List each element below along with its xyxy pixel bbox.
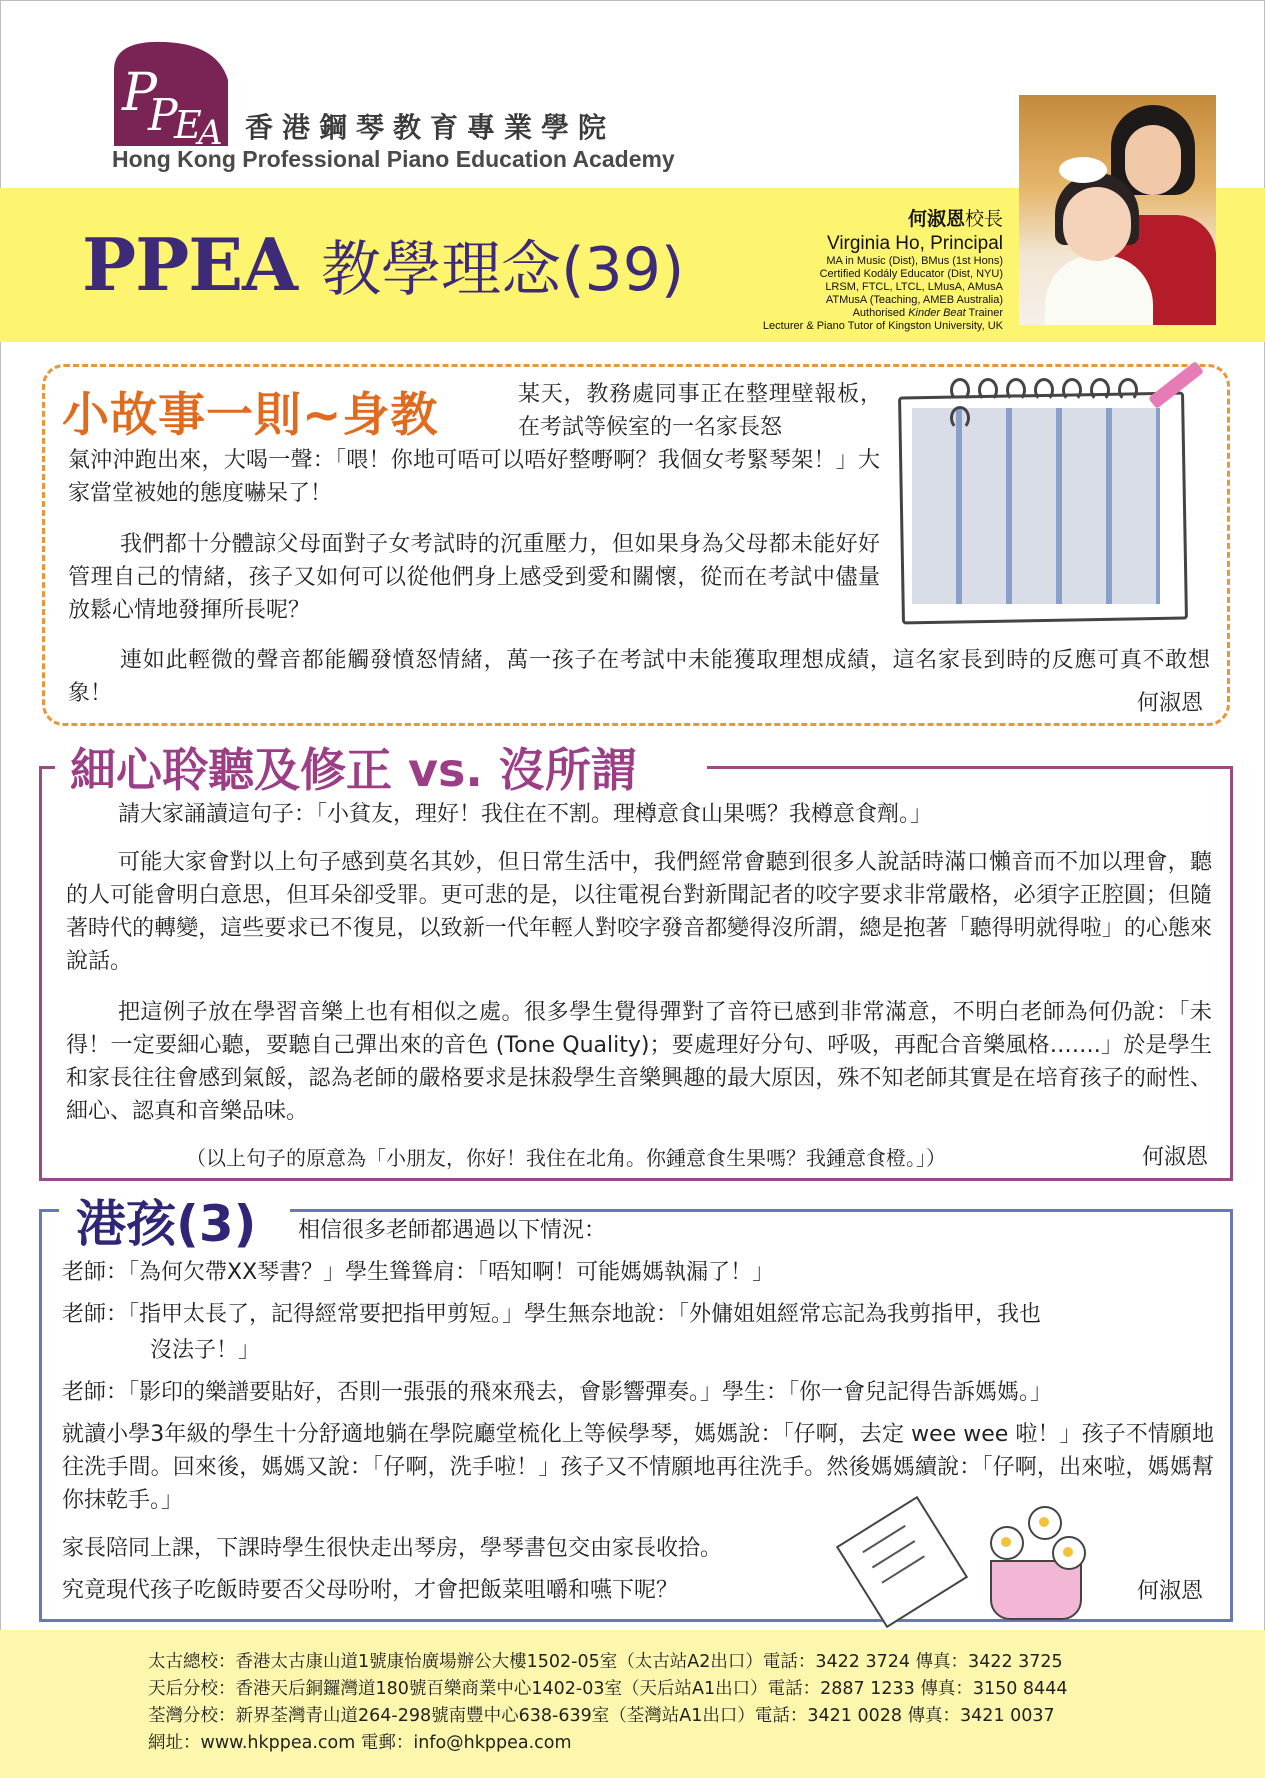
photo-figure (1063, 187, 1131, 261)
section2-paragraph-2: 可能大家會對以上句子感到莫名其妙，但日常生活中，我們經常會聽到很多人說話時滿口懶音而不加以理會，聽的人可能會明白意思，但耳朵卻受罪。更可悲的是，以往電視台對新聞記者的咬字要求非常嚴格，必須字正腔圓；但隨著時代的轉變，這些要求已不復見，以致新一代年輕人對咬字發音都變得沒所謂，總是抱著「聽得明就得啦」的心態來說話。 (66, 850, 1212, 974)
notice-board-image (912, 408, 1160, 604)
title-issue: (39) (561, 235, 685, 305)
credential-5-prefix: Authorised (852, 307, 909, 319)
section3-line-5: 家長陪同上課，下課時學生很快走出琴房，學琴書包交由家長收拾。 (62, 1536, 723, 1561)
section3-border-left (39, 1209, 59, 1212)
section2-border-right (707, 766, 1230, 769)
section1-paragraph-3: 連如此輕微的聲音都能觸發憤怒情緒，萬一孩子在考試中未能獲取理想成績，這名家長到時的反應可真不敢想象！ (68, 648, 1210, 706)
logo-english-name: Hong Kong Professional Piano Education Academy (112, 146, 675, 172)
doodle-illustration (838, 1500, 1098, 1618)
photo-figure (1125, 125, 1181, 195)
section3-line-1: 老師：「為何欠帶XX琴書？」學生聳聳肩：「唔知啊！可能媽媽執漏了！」 (62, 1260, 775, 1285)
section2-paragraph-1: 請大家誦讀這句子：「小貧友，理好！我住在不割。理樽意食山果嗎？我樽意食劑。」 (118, 802, 933, 827)
section2-note: （以上句子的原意為「小朋友，你好！我住在北角。你鍾意食生果嗎？我鍾意食橙。」） (186, 1146, 946, 1170)
title-en: PPEA (82, 222, 298, 307)
section1-title: 小故事一則~身教 (62, 388, 439, 443)
section3-line-4: 就讀小學3年級的學生十分舒適地躺在學院廳堂梳化上等候學琴，媽媽說：「仔啊，去定 wee wee 啦！」孩子不情願地往洗手間。回來後，媽媽又說：「仔啊，洗手啦！」孩子又不情願地再往洗手。然後媽媽續說：「仔啊，出來啦，媽媽幫你抹乾手。」 (62, 1422, 1214, 1513)
svg-text:E: E (174, 103, 202, 147)
section1-paragraph-1a: 某天，教務處同事正在整理壁報板，在考試等候室的一名家長怒 (518, 382, 882, 440)
section3-line-3: 老師：「影印的樂譜要貼好，否則一張張的飛來飛去，會影響彈奏。」學生：「你一會兒記得告訴媽媽。」 (62, 1380, 1053, 1405)
credential-5 (763, 307, 1003, 320)
credential-2: Certified Kodály Educator (Dist, NYU) (819, 268, 1003, 280)
photo-figure (1059, 157, 1107, 183)
svg-text:P: P (148, 90, 178, 141)
section3-title: 港孩(3) (68, 1184, 265, 1256)
principal-photo (1019, 95, 1216, 325)
principal-name-cn: 何淑恩 (907, 208, 965, 230)
footer-tinhau: 天后分校：香港天后銅鑼灣道180號百樂商業中心1402-03室（天后站A1出口）電話：2887 1233 傳真：3150 8444 (148, 1679, 1068, 1699)
ppea-logo (112, 40, 230, 148)
credential-1: MA in Music (Dist), BMus (1st Hons) (826, 255, 1003, 267)
credential-4: ATMusA (Teaching, AMEB Australia) (825, 294, 1003, 306)
footer-contact: 網址：www.hkppea.com 電郵：info@hkppea.com (148, 1733, 572, 1753)
footer-tsuenwan: 荃灣分校：新界荃灣青山道264-298號南豐中心638-639室（荃灣站A1出口）電話：3421 0028 傳真：3421 0037 (148, 1706, 1055, 1726)
notepad-rings (950, 378, 1160, 408)
flower-icon (990, 1526, 1024, 1560)
svg-text:P: P (122, 63, 157, 123)
principal-english: Virginia Ho, Principal (826, 233, 1003, 254)
section1-paragraph-2: 我們都十分體諒父母面對子女考試時的沉重壓力，但如果身為父母都未能好好管理自己的情緒，孩子又如何可以從他們身上感受到愛和關懷，從而在考試中儘量放鬆心情地發揮所長呢？ (68, 532, 880, 623)
flower-icon (1052, 1536, 1086, 1570)
principal-info (763, 204, 1003, 333)
credential-5-suffix: Trainer (965, 307, 1003, 319)
footer-taikoo: 太古總校：香港太古康山道1號康怡廣場辦公大樓1502-05室（太古站A2出口）電話：3422 3724 傳真：3422 3725 (148, 1652, 1063, 1672)
section3-line-6: 究竟現代孩子吃飯時要否父母吩咐，才會把飯菜咀嚼和嚥下呢？ (62, 1578, 679, 1603)
section3-border-right (290, 1209, 1230, 1212)
principal-title-suffix: 校長 (964, 208, 1003, 230)
credential-5-program: Kinder Beat (908, 307, 966, 319)
flower-icon (1028, 1506, 1062, 1540)
principal-name (763, 204, 1003, 231)
section3-line-2b: 沒法子！」 (150, 1338, 261, 1363)
section2-paragraph-3: 把這例子放在學習音樂上也有相似之處。很多學生覺得彈對了音符已感到非常滿意，不明白老師為何仍說：「未得！一定要細心聽，要聽自己彈出來的音色 (Tone Quality)；要處理好分句、呼吸，再配合音樂風格…….」於是學生和家長往往會感到氣餒，認為老師的嚴格要求是抹殺學生音樂興趣的最大原因，殊不知老師其實是在培育孩子的耐性、細心、認真和音樂品味。 (66, 1000, 1212, 1124)
logo-chinese-name: 香港鋼琴教育專業學院 (245, 111, 616, 144)
section3-line-2a: 老師：「指甲太長了，記得經常要把指甲剪短。」學生無奈地說：「外傭姐姐經常忘記為我剪指甲，我也 (62, 1302, 1042, 1327)
title-cn: 教學理念 (321, 235, 562, 305)
section2-signature: 何淑恩 (1142, 1145, 1209, 1170)
svg-text:A: A (198, 113, 223, 148)
section2-border-left (39, 766, 55, 769)
credential-3: LRSM, FTCL, LTCL, LMusA, AMusA (825, 281, 1003, 293)
section2-title: 細心聆聽及修正 vs. 沒所謂 (62, 734, 645, 800)
credential-6: Lecturer & Piano Tutor of Kingston University, UK (762, 320, 1003, 332)
page-title (82, 222, 684, 308)
paper-icon (836, 1496, 968, 1628)
section1-signature: 何淑恩 (1137, 691, 1204, 716)
section3-intro: 相信很多老師都遇過以下情況： (298, 1218, 607, 1243)
section1-paragraph-1b: 氣沖沖跑出來，大喝一聲：「喂！你地可唔可以唔好整嘢啊？我個女考緊琴架！」大家當堂被她的態度嚇呆了！ (68, 448, 880, 506)
section3-signature: 何淑恩 (1137, 1579, 1204, 1604)
notice-board-photo (896, 378, 1206, 624)
